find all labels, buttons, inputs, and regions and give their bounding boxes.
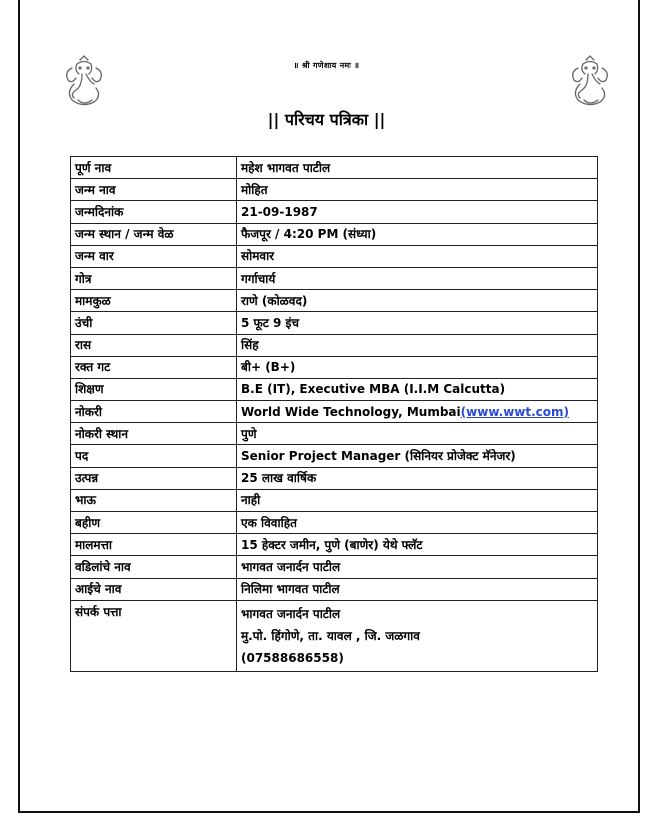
row-label: नोकरी स्थान	[71, 423, 237, 445]
table-row	[71, 356, 598, 378]
table-row	[71, 534, 598, 556]
table-row	[71, 267, 598, 289]
table-row	[71, 401, 598, 423]
row-value-text: सोमवार	[241, 249, 275, 264]
contact-line: भागवत जनार्दन पाटील	[241, 606, 341, 621]
table-row	[71, 489, 598, 511]
row-value-text: 5 फूट 9 इंच	[241, 315, 300, 330]
contact-address	[237, 600, 598, 671]
row-label: शिक्षण	[71, 378, 237, 400]
table-row	[71, 578, 598, 600]
row-label: मालमत्ता	[71, 534, 237, 556]
row-value	[237, 556, 598, 578]
row-value-text: 21-09-1987	[241, 204, 318, 219]
row-value	[237, 245, 598, 267]
page-title: || परिचय पत्रिका ||	[267, 110, 386, 129]
row-label: भाऊ	[71, 489, 237, 511]
row-label: जन्म नाव	[71, 179, 237, 201]
row-value	[237, 489, 598, 511]
row-label: पूर्ण नाव	[71, 157, 237, 179]
contact-line: मु.पो. हिंगोणे, ता. यावल , जि. जळगाव	[241, 628, 420, 643]
row-value	[237, 223, 598, 245]
row-value	[237, 201, 598, 223]
row-value	[237, 512, 598, 534]
table-row	[71, 312, 598, 334]
table-row	[71, 467, 598, 489]
table-row	[71, 423, 598, 445]
row-label: पद	[71, 445, 237, 467]
row-value-text: नाही	[241, 493, 261, 508]
row-label: संपर्क पत्ता	[71, 600, 237, 671]
row-value-text: बी+ (B+)	[241, 360, 296, 375]
row-value	[237, 578, 598, 600]
table-row	[71, 290, 598, 312]
row-value-text: B.E (IT), Executive MBA (I.I.M Calcutta)	[241, 382, 506, 397]
row-value	[237, 467, 598, 489]
row-label: रक्त गट	[71, 356, 237, 378]
row-label: नोकरी	[71, 401, 237, 423]
row-value	[237, 290, 598, 312]
row-label: मामकुळ	[71, 290, 237, 312]
row-value-text: मोहित	[241, 182, 268, 197]
table-row	[71, 223, 598, 245]
invocation-text: ॥ श्री गणेशाय नमः ॥	[293, 61, 360, 70]
row-value	[237, 401, 598, 423]
row-label: जन्म वार	[71, 245, 237, 267]
row-value	[237, 356, 598, 378]
row-value-text: गर्गाचार्य	[241, 271, 276, 286]
row-value	[237, 334, 598, 356]
row-value	[237, 267, 598, 289]
row-value-text: Senior Project Manager (सिनियर प्रोजेक्ट मॅनेजर)	[241, 449, 516, 464]
row-value-text: पुणे	[241, 426, 257, 441]
table-row	[71, 445, 598, 467]
row-label: गोत्र	[71, 267, 237, 289]
contact-line: (07588686558)	[241, 650, 344, 665]
row-value-text: राणे (कोळवद)	[241, 293, 308, 308]
biodata-table	[70, 156, 598, 672]
row-value	[237, 312, 598, 334]
row-label: उत्पन्न	[71, 467, 237, 489]
row-value-text: महेश भागवत पाटील	[241, 160, 331, 175]
row-value	[237, 157, 598, 179]
row-label: रास	[71, 334, 237, 356]
row-value-text: एक विवाहित	[241, 515, 297, 530]
row-value-text: फैजपूर / 4:20 PM (संध्या)	[241, 227, 377, 242]
row-value	[237, 445, 598, 467]
row-value-text: निलिमा भागवत पाटील	[241, 582, 340, 597]
table-row	[71, 600, 598, 671]
table-row	[71, 512, 598, 534]
table-row	[71, 245, 598, 267]
row-label: उंची	[71, 312, 237, 334]
table-row	[71, 556, 598, 578]
table-row	[71, 378, 598, 400]
row-label: जन्म स्थान / जन्म वेळ	[71, 223, 237, 245]
row-label: जन्मदिनांक	[71, 201, 237, 223]
row-value-text: 25 लाख वार्षिक	[241, 471, 317, 486]
row-value-text: World Wide Technology, Mumbai	[241, 404, 461, 419]
table-row	[71, 179, 598, 201]
row-value-text: सिंह	[241, 338, 259, 353]
row-label: बहीण	[71, 512, 237, 534]
row-value	[237, 423, 598, 445]
table-row	[71, 201, 598, 223]
row-value	[237, 534, 598, 556]
website-link[interactable]: (www.wwt.com)	[460, 404, 570, 419]
table-row	[71, 157, 598, 179]
row-value-text: भागवत जनार्दन पाटील	[241, 559, 341, 574]
row-label: वडिलांचे नाव	[71, 556, 237, 578]
row-label: आईचे नाव	[71, 578, 237, 600]
row-value-text: 15 हेक्टर जमीन, पुणे (बाणेर) येथे फ्लॅट	[241, 537, 423, 552]
table-row	[71, 334, 598, 356]
row-value	[237, 378, 598, 400]
row-value	[237, 179, 598, 201]
